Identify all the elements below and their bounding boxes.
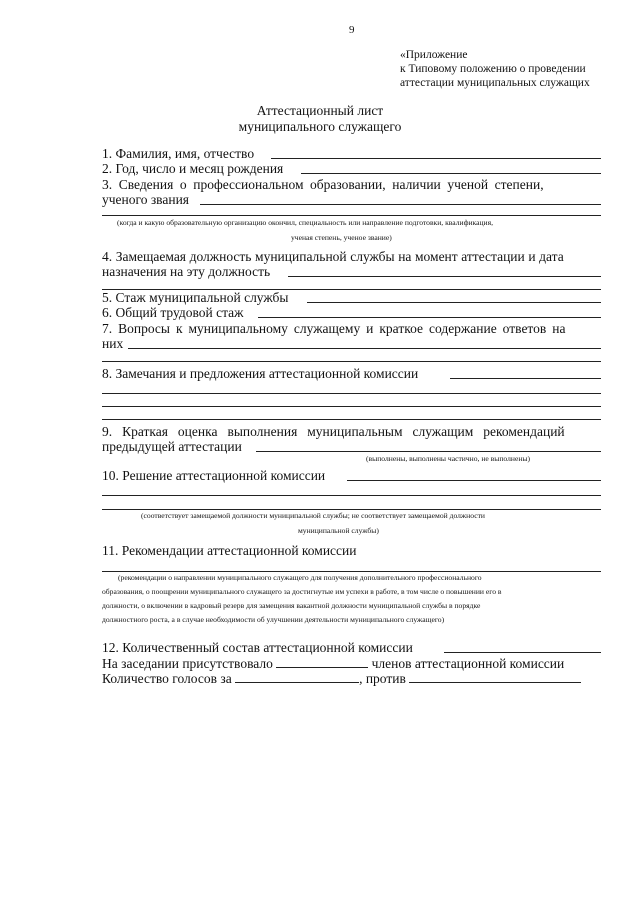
item-6-field[interactable]	[258, 317, 601, 318]
item-10-field-1[interactable]	[347, 480, 601, 481]
page-number: 9	[349, 24, 355, 36]
item-7-field-1[interactable]	[128, 348, 601, 349]
votes-row	[102, 671, 581, 687]
item-10-field-3[interactable]	[102, 509, 601, 510]
appendix-line-2: к Типовому положению о проведении	[400, 63, 586, 75]
item-9-label-cont: предыдущей аттестации	[102, 439, 242, 454]
item-7-field-2[interactable]	[102, 361, 601, 362]
item-3-label: 3. Сведения о профессиональном образовании, наличии ученой степени,	[102, 177, 544, 192]
item-8-field-3[interactable]	[102, 406, 601, 407]
attendance-field[interactable]	[276, 656, 368, 668]
votes-against-label: , против	[359, 671, 406, 686]
item-7-label: 7. Вопросы к муниципальному служащему и краткое содержание ответов на	[102, 321, 566, 336]
item-3-field-2[interactable]	[102, 215, 601, 216]
item-8-field-4[interactable]	[102, 419, 601, 420]
item-9-field[interactable]	[256, 451, 601, 452]
item-5-label: 5. Стаж муниципальной службы	[102, 290, 289, 305]
item-3-note-2: ученая степень, ученое звание)	[291, 233, 392, 242]
item-4-field-1[interactable]	[288, 276, 601, 277]
item-6-label: 6. Общий трудовой стаж	[102, 305, 244, 320]
item-3-field-1[interactable]	[200, 204, 601, 205]
item-8-label: 8. Замечания и предложения аттестационной комиссии	[102, 366, 419, 381]
item-10-note-2: муниципальной службы)	[298, 526, 379, 535]
votes-for-field[interactable]	[235, 671, 359, 683]
item-4-label-cont: назначения на эту должность	[102, 264, 271, 279]
item-11-label: 11. Рекомендации аттестационной комиссии	[102, 543, 357, 558]
item-9-label: 9. Краткая оценка выполнения муниципальным служащим рекомендаций	[102, 424, 565, 439]
item-1-label: 1. Фамилия, имя, отчество	[102, 146, 255, 161]
item-12-field[interactable]	[444, 652, 601, 653]
item-4-label: 4. Замещаемая должность муниципальной службы на момент аттестации и дата	[102, 249, 564, 264]
item-7-label-cont: них	[102, 336, 124, 351]
item-8-field-1[interactable]	[450, 378, 601, 379]
item-5-field[interactable]	[307, 302, 601, 303]
item-12-label: 12. Количественный состав аттестационной комиссии	[102, 640, 413, 655]
title-line-1: Аттестационный лист	[256, 103, 384, 118]
attendance-suffix: членов аттестационной комиссии	[371, 656, 565, 671]
attendance-row	[102, 656, 564, 672]
item-9-note: (выполнены, выполнены частично, не выполнены)	[366, 454, 531, 463]
item-1-field[interactable]	[271, 158, 601, 159]
item-11-note-1: (рекомендации о направлении муниципального служащего для получения дополнительного профессионального	[118, 573, 482, 582]
item-3-note-1: (когда и какую образовательную организацию окончил, специальность или направление подготовки, квалификация,	[117, 218, 494, 227]
title-line-2: муниципального служащего	[238, 119, 402, 134]
item-11-note-3: должности, о включении в кадровый резерв для замещения вакантной должности муниципальной службы в порядке	[102, 601, 481, 610]
votes-against-field[interactable]	[409, 671, 581, 683]
appendix-line-3: аттестации муниципальных служащих	[400, 77, 590, 89]
item-10-label: 10. Решение аттестационной комиссии	[102, 468, 326, 483]
item-2-label: 2. Год, число и месяц рождения	[102, 161, 284, 176]
appendix-line-1: «Приложение	[400, 49, 468, 61]
item-10-note-1: (соответствует замещаемой должности муниципальной службы; не соответствует замещаемой должности	[141, 511, 485, 520]
item-3-label-cont: ученого звания	[102, 192, 190, 207]
item-10-field-2[interactable]	[102, 495, 601, 496]
attendance-label: На заседании присутствовало	[102, 656, 273, 671]
votes-for-label: Количество голосов за	[102, 671, 232, 686]
item-2-field[interactable]	[301, 173, 601, 174]
item-11-field[interactable]	[102, 571, 601, 572]
item-11-note-4: должностного роста, а в случае необходимости об улучшении деятельности муниципального служащего)	[102, 615, 445, 624]
item-11-note-2: образования, о поощрении муниципального служащего за достигнутые им успехи в работе, в том числе о повышении его в	[102, 587, 502, 596]
item-8-field-2[interactable]	[102, 393, 601, 394]
